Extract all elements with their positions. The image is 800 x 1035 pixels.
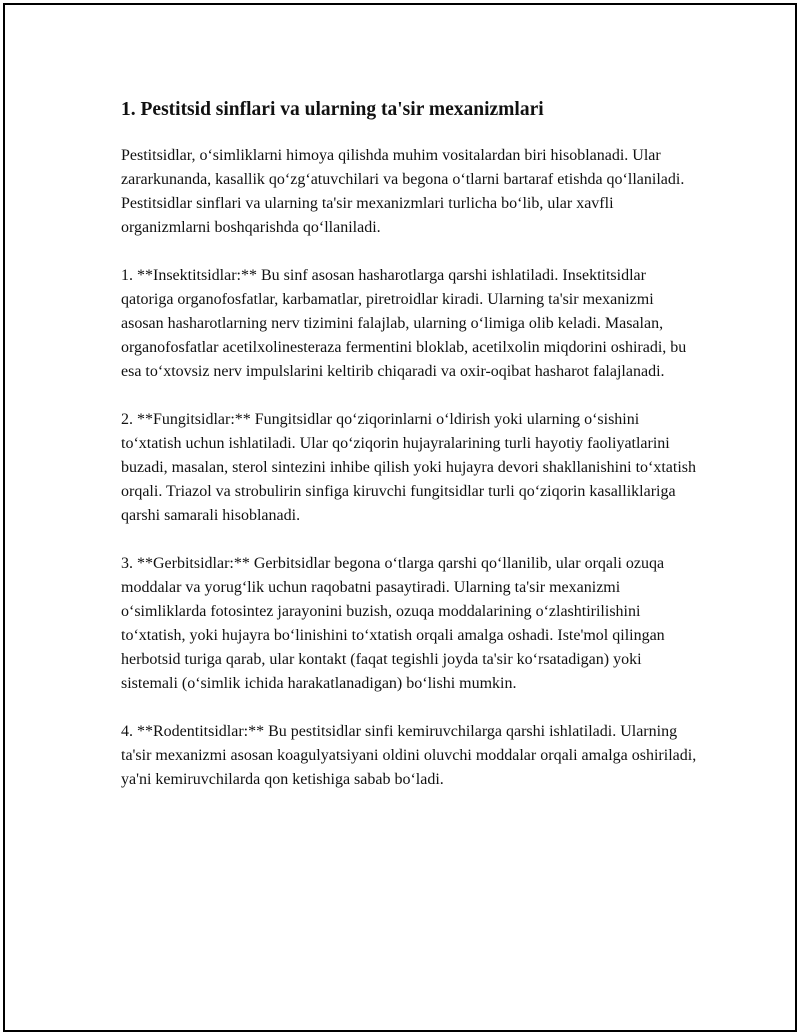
insecticides-paragraph: 1. **Insektitsidlar:** Bu sinf asosan hasharotlarga qarshi ishlatiladi. Insektitsidlar qatoriga organofosfatlar, karbamatlar, piretroidlar kiradi. Ularning ta'sir mexanizmi asosan hasharotlarning nerv tizimini falajlab, ularning o‘limiga olib keladi. Masalan, organofosfatlar acetilxolinesteraza fermentini bloklab, acetilxolin miqdorini oshiradi, bu esa to‘xtovsiz nerv impulslarini keltirib chiqaradi va oxir-oqibat hasharot falajlanadi. (121, 267, 687, 380)
rodenticides-paragraph: 4. **Rodentitsidlar:** Bu pestitsidlar sinfi kemiruvchilarga qarshi ishlatiladi. Ularning ta'sir mexanizmi asosan koagulyatsiyani oldini oluvchi moddalar orqali amalga oshiriladi, ya'ni kemiruvchilarda qon ketishiga sabab bo‘ladi. (121, 723, 697, 788)
document-body (121, 97, 697, 816)
page-frame (3, 3, 797, 1032)
fungicides-paragraph: 2. **Fungitsidlar:** Fungitsidlar qo‘ziqorinlarni o‘ldirish yoki ularning o‘sishini to‘xtatish uchun ishlatiladi. Ular qo‘ziqorin hujayralarining turli hayotiy faoliyatlarini buzadi, masalan, sterol sintezini inhibe qilish yoki hujayra devori shakllanishini to‘xtatish orqali. Triazol va strobulirin sinfiga kiruvchi fungitsidlar turli qo‘ziqorin kasalliklariga qarshi samarali hisoblanadi. (121, 411, 696, 524)
intro-paragraph: Pestitsidlar, o‘simliklarni himoya qilishda muhim vositalardan biri hisoblanadi. Ular zararkunanda, kasallik qo‘zg‘atuvchilari va begona o‘tlarni bartaraf etishda qo‘llaniladi. Pestitsidlar sinflari va ularning ta'sir mexanizmlari turlicha bo‘lib, ular xavfli organizmlarni boshqarishda qo‘llaniladi. (121, 147, 685, 236)
section-heading: 1. Pestitsid sinflari va ularning ta'sir mexanizmlari (121, 99, 544, 120)
herbicides-paragraph: 3. **Gerbitsidlar:** Gerbitsidlar begona o‘tlarga qarshi qo‘llanilib, ular orqali ozuqa moddalar va yorug‘lik uchun raqobatni pasaytiradi. Ularning ta'sir mexanizmi o‘simliklarda fotosintez jarayonini buzish, ozuqa moddalarining o‘zlashtirilishini to‘xtatish, yoki hujayra bo‘linishini to‘xtatish orqali amalga oshadi. Iste'mol qilingan herbotsid turiga qarab, ular kontakt (faqat tegishli joyda ta'sir ko‘rsatadigan) yoki sistemali (o‘simlik ichida harakatlanadigan) bo‘lishi mumkin. (121, 555, 665, 692)
